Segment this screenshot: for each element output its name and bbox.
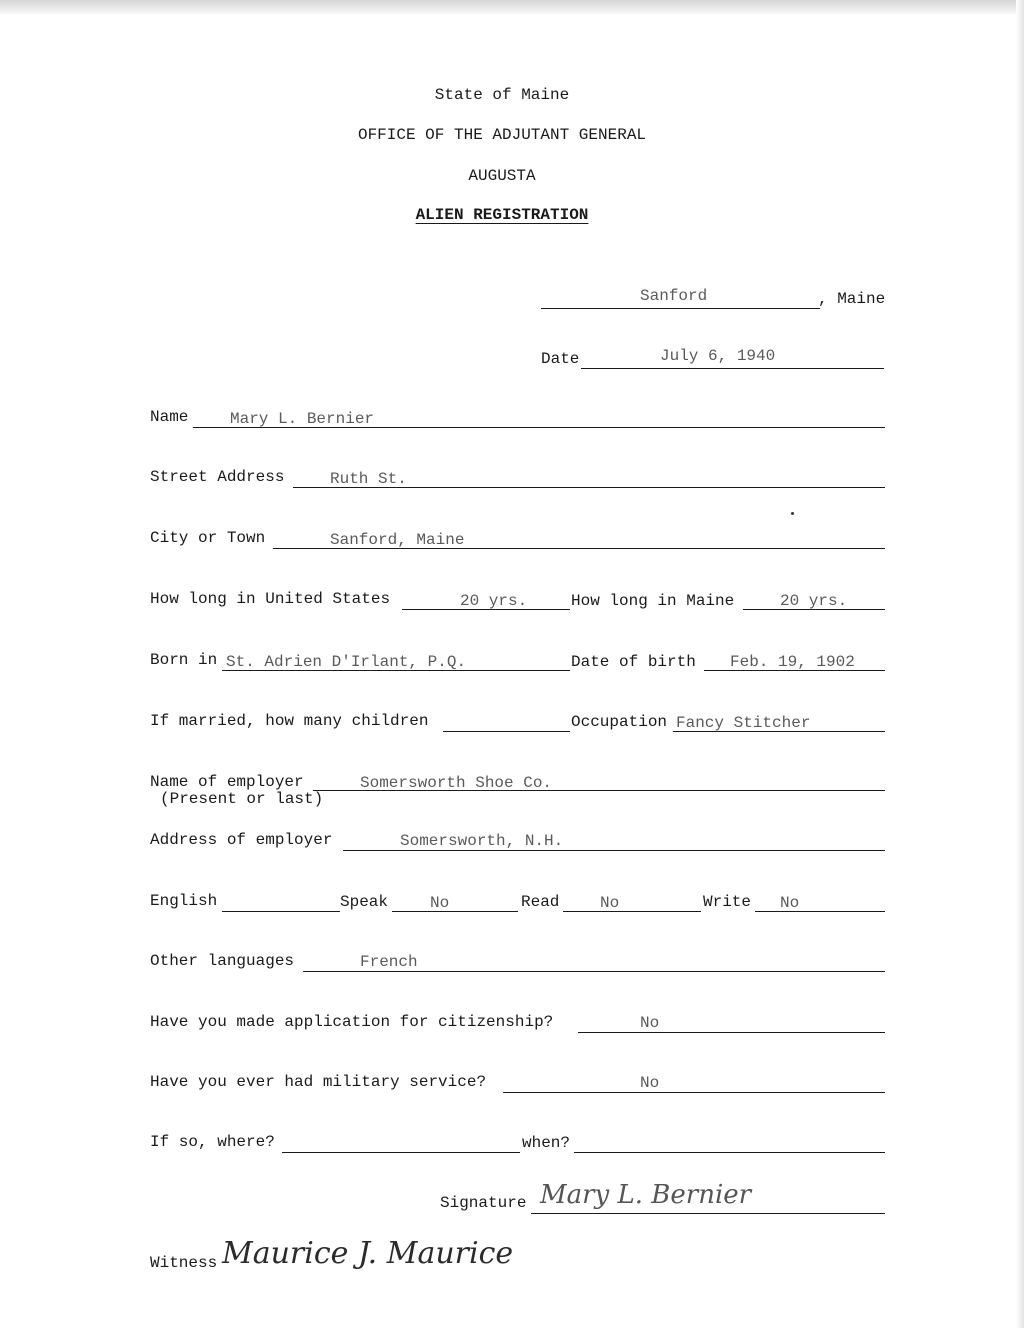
when-line: [574, 1152, 885, 1153]
write-label: Write: [703, 893, 752, 911]
signature-value: Mary L. Bernier: [540, 1180, 752, 1210]
employer-name-sublabel: (Present or last): [160, 790, 324, 808]
employer-address-label: Address of employer: [150, 831, 333, 849]
write-value: No: [780, 894, 800, 912]
children-label: If married, how many children: [150, 712, 429, 730]
if-so-where-label: If so, where?: [150, 1133, 275, 1151]
english-label: English: [150, 892, 218, 910]
military-value: No: [640, 1074, 660, 1092]
employer-address-value: Somersworth, N.H.: [400, 832, 564, 850]
city-label: City or Town: [150, 529, 266, 547]
city-value: Sanford, Maine: [330, 531, 465, 549]
how-long-us-label: How long in United States: [150, 590, 391, 608]
employer-address-line: [343, 850, 885, 851]
how-long-maine-label: How long in Maine: [571, 592, 735, 610]
date-of-birth-label: Date of birth: [571, 653, 696, 671]
english-line: [222, 911, 340, 912]
citizenship-value: No: [640, 1014, 660, 1032]
street-address-label: Street Address: [150, 468, 285, 486]
employer-name-label: Name of employer: [150, 773, 304, 791]
read-line: [563, 911, 701, 912]
location-value: Sanford: [640, 287, 708, 305]
header-city: AUGUSTA: [468, 167, 536, 185]
if-so-where-line: [282, 1152, 520, 1153]
signature-label: Signature: [440, 1194, 527, 1212]
date-of-birth-value: Feb. 19, 1902: [730, 653, 855, 671]
scan-edge-right: [1016, 0, 1024, 1328]
children-line: [443, 731, 570, 732]
witness-signature: Maurice J. Maurice: [222, 1236, 514, 1271]
other-languages-line: [303, 971, 885, 972]
header-state: State of Maine: [434, 86, 570, 104]
street-address-value: Ruth St.: [330, 470, 407, 488]
date-label: Date: [541, 350, 580, 368]
stray-mark: [791, 512, 794, 515]
date-line: [581, 368, 884, 369]
born-in-label: Born in: [150, 651, 218, 669]
witness-label: Witness: [150, 1254, 218, 1272]
speak-line: [392, 911, 518, 912]
date-value: July 6, 1940: [660, 347, 776, 365]
speak-value: No: [430, 894, 450, 912]
occupation-label: Occupation: [571, 713, 668, 731]
write-line: [755, 911, 885, 912]
name-label: Name: [150, 408, 189, 426]
citizenship-line: [578, 1032, 885, 1033]
occupation-value: Fancy Stitcher: [676, 714, 811, 732]
how-long-us-value: 20 yrs.: [460, 592, 528, 610]
read-value: No: [600, 894, 620, 912]
scan-edge-top: [0, 0, 1024, 14]
read-label: Read: [521, 893, 560, 911]
other-languages-value: French: [360, 953, 418, 971]
header-office: OFFICE OF THE ADJUTANT GENERAL: [357, 126, 647, 144]
form-title: ALIEN REGISTRATION: [415, 206, 589, 224]
born-in-value: St. Adrien D'Irlant, P.Q.: [226, 653, 467, 671]
military-label: Have you ever had military service?: [150, 1073, 487, 1091]
name-value: Mary L. Bernier: [230, 410, 375, 428]
how-long-maine-value: 20 yrs.: [780, 592, 848, 610]
location-suffix: , Maine: [818, 290, 886, 308]
when-label: when?: [522, 1134, 571, 1152]
signature-line: [531, 1213, 885, 1214]
citizenship-label: Have you made application for citizenship?: [150, 1013, 554, 1031]
other-languages-label: Other languages: [150, 952, 295, 970]
military-line: [503, 1092, 885, 1093]
location-line: [541, 308, 820, 309]
employer-name-value: Somersworth Shoe Co.: [360, 774, 553, 792]
speak-label: Speak: [340, 893, 389, 911]
